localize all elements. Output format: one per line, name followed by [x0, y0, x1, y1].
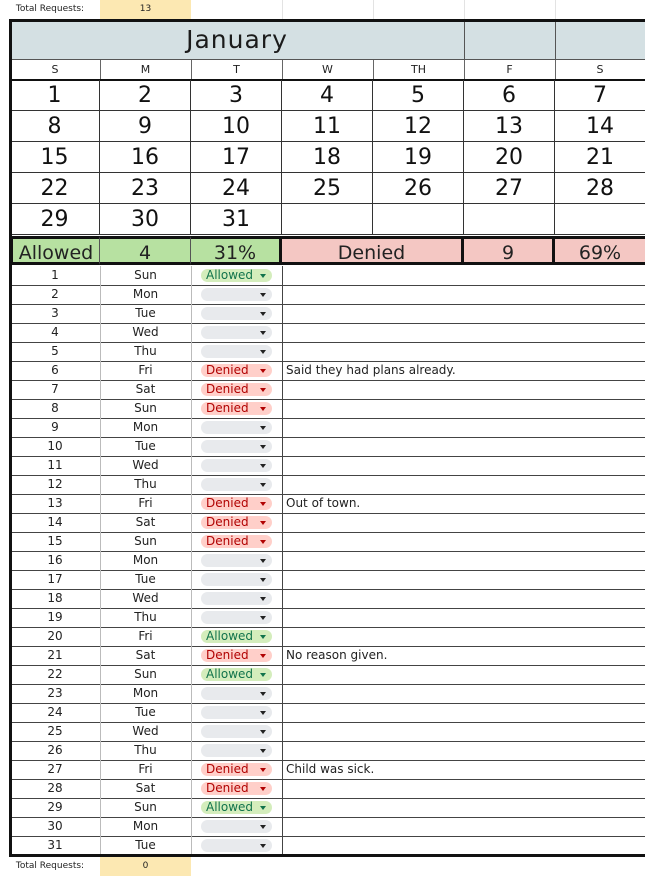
status-cell[interactable] — [191, 798, 283, 817]
grid-cell[interactable] — [191, 0, 283, 19]
request-weekday[interactable]: Mon — [100, 285, 192, 304]
status-dropdown[interactable] — [201, 516, 272, 529]
request-day-number[interactable]: 3 — [10, 304, 101, 323]
status-cell[interactable] — [191, 285, 283, 304]
request-weekday[interactable]: Thu — [100, 342, 192, 361]
top-totals-row — [0, 0, 645, 19]
request-day-number[interactable]: 4 — [10, 323, 101, 342]
status-cell[interactable] — [191, 551, 283, 570]
dropdown-arrow-icon — [260, 445, 266, 449]
calendar-day-cell[interactable]: 2 — [100, 80, 191, 111]
status-cell[interactable] — [191, 836, 283, 855]
request-day-number[interactable]: 26 — [10, 741, 101, 760]
request-day-number[interactable]: 12 — [10, 475, 101, 494]
status-cell[interactable] — [191, 494, 283, 513]
bottom-totals-row — [0, 857, 645, 876]
status-cell[interactable] — [191, 779, 283, 798]
weekday-label[interactable]: S — [10, 60, 101, 79]
request-weekday[interactable]: Tue — [100, 703, 192, 722]
dropdown-arrow-icon — [260, 711, 266, 715]
dropdown-arrow-icon — [260, 768, 266, 772]
dropdown-arrow-icon — [260, 806, 266, 810]
request-day-number[interactable]: 31 — [10, 836, 101, 855]
status-dropdown[interactable] — [201, 592, 272, 605]
status-dropdown[interactable] — [201, 307, 272, 320]
request-weekday[interactable]: Mon — [100, 817, 192, 836]
weekday-label[interactable]: W — [282, 60, 374, 79]
dropdown-arrow-icon — [260, 407, 266, 411]
calendar-day-cell[interactable]: 17 — [191, 142, 282, 173]
status-cell[interactable] — [191, 399, 283, 418]
request-note[interactable]: Out of town. — [286, 496, 361, 510]
request-row — [10, 323, 645, 343]
dropdown-arrow-icon — [260, 293, 266, 297]
status-cell[interactable] — [191, 646, 283, 665]
status-cell[interactable] — [191, 570, 283, 589]
calendar-day-cell[interactable]: 13 — [464, 111, 555, 142]
status-dropdown[interactable] — [201, 820, 272, 833]
status-dropdown[interactable] — [201, 687, 272, 700]
request-weekday[interactable]: Tue — [100, 304, 192, 323]
request-weekday[interactable]: Fri — [100, 361, 192, 380]
dropdown-arrow-icon — [260, 331, 266, 335]
request-day-number[interactable]: 22 — [10, 665, 101, 684]
status-dropdown[interactable] — [201, 839, 272, 852]
request-day-number[interactable]: 8 — [10, 399, 101, 418]
calendar-day-cell[interactable]: 31 — [191, 204, 282, 235]
status-dropdown[interactable] — [201, 573, 272, 586]
status-dropdown[interactable] — [201, 763, 272, 776]
weekday-label[interactable]: TH — [373, 60, 465, 79]
status-dropdown[interactable] — [201, 402, 272, 415]
request-row — [10, 285, 645, 305]
status-dropdown[interactable] — [201, 459, 272, 472]
request-weekday[interactable]: Sun — [100, 266, 192, 285]
calendar-day-cell[interactable]: 10 — [191, 111, 282, 142]
dropdown-arrow-icon — [260, 369, 266, 373]
request-row — [10, 817, 645, 837]
request-weekday[interactable]: Wed — [100, 456, 192, 475]
status-value: Allowed — [206, 629, 254, 643]
status-value: Denied — [206, 534, 249, 548]
status-value: Allowed — [206, 800, 254, 814]
dropdown-arrow-icon — [260, 730, 266, 734]
request-weekday[interactable]: Wed — [100, 323, 192, 342]
status-dropdown[interactable] — [201, 782, 272, 795]
calendar-day-cell[interactable]: 12 — [373, 111, 464, 142]
dropdown-arrow-icon — [260, 540, 266, 544]
request-row — [10, 760, 645, 780]
grid-cell[interactable] — [464, 0, 556, 19]
request-row — [10, 741, 645, 761]
request-row — [10, 665, 645, 685]
status-cell[interactable] — [191, 665, 283, 684]
request-weekday[interactable]: Sat — [100, 380, 192, 399]
status-cell[interactable] — [191, 418, 283, 437]
status-dropdown[interactable] — [201, 421, 272, 434]
status-dropdown[interactable] — [201, 383, 272, 396]
status-dropdown[interactable] — [201, 611, 272, 624]
request-row — [10, 589, 645, 609]
calendar-day-cell[interactable]: 8 — [10, 111, 100, 142]
dropdown-arrow-icon — [260, 616, 266, 620]
request-day-number[interactable]: 6 — [10, 361, 101, 380]
request-day-number[interactable]: 25 — [10, 722, 101, 741]
request-row — [10, 551, 645, 571]
dropdown-arrow-icon — [260, 464, 266, 468]
calendar-day-cell[interactable]: 21 — [555, 142, 645, 173]
status-cell[interactable] — [191, 532, 283, 551]
dropdown-arrow-icon — [260, 673, 266, 677]
status-cell[interactable] — [191, 741, 283, 760]
dropdown-arrow-icon — [260, 312, 266, 316]
status-value: Denied — [206, 781, 249, 795]
request-row — [10, 494, 645, 514]
grid-cell[interactable] — [282, 0, 374, 19]
calendar-day-cell[interactable]: 1 — [10, 80, 100, 111]
calendar-day-cell[interactable]: 19 — [373, 142, 464, 173]
request-row — [10, 266, 645, 286]
request-row — [10, 532, 645, 552]
status-cell[interactable] — [191, 627, 283, 646]
calendar-day-cell[interactable]: 28 — [555, 173, 645, 204]
allowed-percent[interactable]: 31% — [191, 236, 282, 265]
denied-percent[interactable]: 69% — [555, 236, 645, 265]
status-cell[interactable] — [191, 266, 283, 285]
calendar-day-cell[interactable]: 23 — [100, 173, 191, 204]
weekday-label[interactable]: T — [191, 60, 283, 79]
status-value: Denied — [206, 515, 249, 529]
calendar-day-cell[interactable]: 11 — [282, 111, 373, 142]
status-cell[interactable] — [191, 342, 283, 361]
dropdown-arrow-icon — [260, 692, 266, 696]
dropdown-arrow-icon — [260, 388, 266, 392]
status-dropdown[interactable] — [201, 668, 272, 681]
status-cell[interactable] — [191, 456, 283, 475]
request-weekday[interactable]: Sun — [100, 532, 192, 551]
request-row — [10, 399, 645, 419]
status-value: Denied — [206, 762, 249, 776]
dropdown-arrow-icon — [260, 426, 266, 430]
status-dropdown[interactable] — [201, 630, 272, 643]
status-cell[interactable] — [191, 361, 283, 380]
request-day-number[interactable]: 1 — [10, 266, 101, 285]
calendar-day-cell[interactable]: 29 — [10, 204, 100, 235]
status-value: Allowed — [206, 667, 254, 681]
status-cell[interactable] — [191, 703, 283, 722]
dropdown-arrow-icon — [260, 483, 266, 487]
calendar-day-cell[interactable]: 6 — [464, 80, 555, 111]
total-requests-value[interactable]: 13 — [100, 0, 191, 19]
denied-label[interactable]: Denied — [282, 236, 464, 265]
request-day-number[interactable]: 28 — [10, 779, 101, 798]
status-cell[interactable] — [191, 380, 283, 399]
request-day-number[interactable]: 29 — [10, 798, 101, 817]
request-weekday[interactable]: Fri — [100, 760, 192, 779]
request-weekday[interactable]: Sun — [100, 798, 192, 817]
weekday-label[interactable]: F — [464, 60, 556, 79]
request-weekday[interactable]: Wed — [100, 722, 192, 741]
request-day-number[interactable]: 19 — [10, 608, 101, 627]
total-requests-label[interactable]: Total Requests: — [0, 0, 101, 19]
calendar-day-cell[interactable]: 15 — [10, 142, 100, 173]
status-cell[interactable] — [191, 437, 283, 456]
weekday-label[interactable]: M — [100, 60, 192, 79]
status-dropdown[interactable] — [201, 725, 272, 738]
month-header — [10, 21, 645, 60]
request-row — [10, 646, 645, 666]
status-dropdown[interactable] — [201, 801, 272, 814]
request-day-number[interactable]: 9 — [10, 418, 101, 437]
request-weekday[interactable]: Tue — [100, 437, 192, 456]
status-cell[interactable] — [191, 684, 283, 703]
calendar-day-cell[interactable] — [555, 204, 645, 235]
request-day-number[interactable]: 24 — [10, 703, 101, 722]
dropdown-arrow-icon — [260, 350, 266, 354]
status-cell[interactable] — [191, 475, 283, 494]
status-dropdown[interactable] — [201, 497, 272, 510]
month-header-cell[interactable] — [464, 21, 556, 59]
allowed-label[interactable]: Allowed — [10, 236, 100, 265]
dropdown-arrow-icon — [260, 578, 266, 582]
calendar-day-cell[interactable]: 27 — [464, 173, 555, 204]
request-weekday[interactable]: Tue — [100, 836, 192, 855]
grid-cell[interactable] — [373, 0, 465, 19]
request-row — [10, 798, 645, 818]
status-value: Denied — [206, 401, 249, 415]
status-cell[interactable] — [191, 817, 283, 836]
total-requests-value[interactable]: 0 — [100, 857, 191, 876]
request-day-number[interactable]: 16 — [10, 551, 101, 570]
request-day-number[interactable]: 21 — [10, 646, 101, 665]
request-weekday[interactable]: Fri — [100, 627, 192, 646]
request-row — [10, 456, 645, 476]
calendar-day-cell[interactable]: 26 — [373, 173, 464, 204]
request-weekday[interactable]: Thu — [100, 475, 192, 494]
request-row — [10, 513, 645, 533]
status-dropdown[interactable] — [201, 706, 272, 719]
status-cell[interactable] — [191, 608, 283, 627]
weekday-label[interactable]: S — [596, 63, 604, 76]
request-day-number[interactable]: 7 — [10, 380, 101, 399]
status-dropdown[interactable] — [201, 554, 272, 567]
request-day-number[interactable]: 15 — [10, 532, 101, 551]
calendar-day-cell[interactable]: 25 — [282, 173, 373, 204]
dropdown-arrow-icon — [260, 559, 266, 563]
request-weekday[interactable]: Thu — [100, 608, 192, 627]
request-weekday[interactable]: Thu — [100, 741, 192, 760]
request-day-number[interactable]: 23 — [10, 684, 101, 703]
request-note[interactable]: No reason given. — [286, 648, 388, 662]
calendar-day-cell[interactable]: 9 — [100, 111, 191, 142]
status-dropdown[interactable] — [201, 649, 272, 662]
request-weekday[interactable]: Sun — [100, 399, 192, 418]
status-cell[interactable] — [191, 513, 283, 532]
request-row — [10, 570, 645, 590]
request-note[interactable]: Child was sick. — [286, 762, 375, 776]
dropdown-arrow-icon — [260, 635, 266, 639]
calendar-day-cell[interactable]: 18 — [282, 142, 373, 173]
denied-count[interactable]: 9 — [464, 236, 555, 265]
request-row — [10, 684, 645, 704]
status-cell[interactable] — [191, 589, 283, 608]
status-value: Denied — [206, 648, 249, 662]
request-weekday[interactable]: Mon — [100, 418, 192, 437]
dropdown-arrow-icon — [260, 749, 266, 753]
request-weekday[interactable]: Sat — [100, 779, 192, 798]
request-day-number[interactable]: 14 — [10, 513, 101, 532]
request-weekday[interactable]: Tue — [100, 570, 192, 589]
calendar-day-cell[interactable]: 16 — [100, 142, 191, 173]
request-weekday[interactable]: Sat — [100, 646, 192, 665]
status-value: Allowed — [206, 268, 254, 282]
request-day-number[interactable]: 2 — [10, 285, 101, 304]
status-cell[interactable] — [191, 304, 283, 323]
calendar-day-cell[interactable]: 5 — [373, 80, 464, 111]
status-cell[interactable] — [191, 760, 283, 779]
calendar-day-cell[interactable]: 30 — [100, 204, 191, 235]
request-weekday[interactable]: Sun — [100, 665, 192, 684]
request-day-number[interactable]: 11 — [10, 456, 101, 475]
request-day-number[interactable]: 27 — [10, 760, 101, 779]
status-value: Denied — [206, 363, 249, 377]
status-value: Denied — [206, 496, 249, 510]
request-weekday[interactable]: Wed — [100, 589, 192, 608]
request-day-number[interactable]: 13 — [10, 494, 101, 513]
request-weekday[interactable]: Sat — [100, 513, 192, 532]
calendar-day-cell[interactable]: 24 — [191, 173, 282, 204]
request-row — [10, 779, 645, 799]
request-row — [10, 836, 645, 856]
request-row — [10, 361, 645, 381]
status-dropdown[interactable] — [201, 326, 272, 339]
request-row — [10, 342, 645, 362]
status-dropdown[interactable] — [201, 288, 272, 301]
weekday-row — [10, 60, 645, 81]
status-dropdown[interactable] — [201, 744, 272, 757]
month-title[interactable]: January — [186, 25, 288, 54]
request-row — [10, 722, 645, 742]
dropdown-arrow-icon — [260, 825, 266, 829]
request-day-number[interactable]: 20 — [10, 627, 101, 646]
request-weekday[interactable]: Mon — [100, 551, 192, 570]
dropdown-arrow-icon — [260, 521, 266, 525]
month-header-cell[interactable] — [555, 21, 645, 59]
request-row — [10, 304, 645, 324]
calendar-day-cell[interactable] — [464, 204, 555, 235]
status-cell[interactable] — [191, 722, 283, 741]
dropdown-arrow-icon — [260, 654, 266, 658]
status-dropdown[interactable] — [201, 535, 272, 548]
request-day-number[interactable]: 30 — [10, 817, 101, 836]
status-dropdown[interactable] — [201, 440, 272, 453]
dropdown-arrow-icon — [260, 502, 266, 506]
status-dropdown[interactable] — [201, 345, 272, 358]
calendar-day-cell[interactable] — [373, 204, 464, 235]
request-row — [10, 418, 645, 438]
request-row — [10, 475, 645, 495]
calendar-day-cell[interactable]: 7 — [555, 80, 645, 111]
request-note[interactable]: Said they had plans already. — [286, 363, 456, 377]
total-requests-label[interactable]: Total Requests: — [0, 857, 101, 876]
request-day-number[interactable]: 17 — [10, 570, 101, 589]
request-row — [10, 380, 645, 400]
status-dropdown[interactable] — [201, 269, 272, 282]
status-dropdown[interactable] — [201, 478, 272, 491]
request-day-number[interactable]: 18 — [10, 589, 101, 608]
status-cell[interactable] — [191, 323, 283, 342]
dropdown-arrow-icon — [260, 787, 266, 791]
calendar-day-cell[interactable]: 14 — [555, 111, 645, 142]
request-row — [10, 437, 645, 457]
dropdown-arrow-icon — [260, 274, 266, 278]
calendar-day-cell[interactable]: 22 — [10, 173, 100, 204]
calendar-day-cell[interactable]: 20 — [464, 142, 555, 173]
calendar-day-cell[interactable]: 3 — [191, 80, 282, 111]
calendar-day-cell[interactable] — [282, 204, 373, 235]
request-row — [10, 608, 645, 628]
status-value: Denied — [206, 382, 249, 396]
request-row — [10, 627, 645, 647]
calendar-day-cell[interactable]: 4 — [282, 80, 373, 111]
allowed-count[interactable]: 4 — [100, 236, 191, 265]
request-day-number[interactable]: 10 — [10, 437, 101, 456]
request-weekday[interactable]: Fri — [100, 494, 192, 513]
request-row — [10, 703, 645, 723]
request-day-number[interactable]: 5 — [10, 342, 101, 361]
request-weekday[interactable]: Mon — [100, 684, 192, 703]
dropdown-arrow-icon — [260, 844, 266, 848]
status-dropdown[interactable] — [201, 364, 272, 377]
dropdown-arrow-icon — [260, 597, 266, 601]
